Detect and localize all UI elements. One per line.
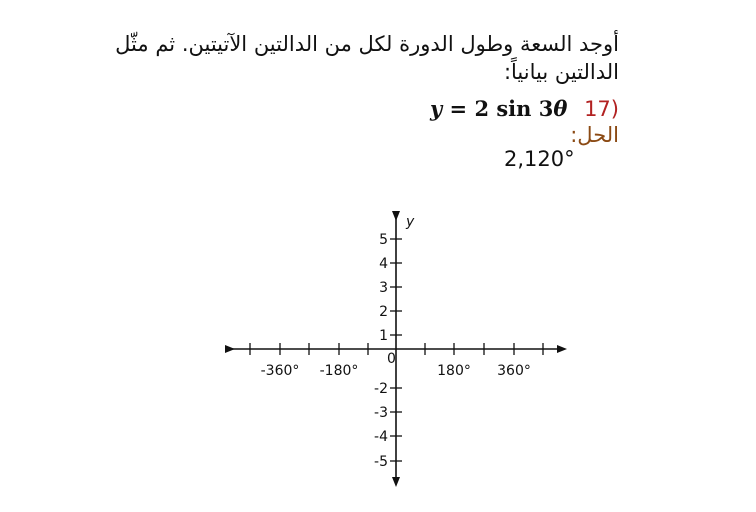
y-label-neg4: -4 <box>374 429 388 445</box>
equation-rhs: = 2 sin 3 <box>449 96 554 121</box>
question-text: أوجد السعة وطول الدورة لكل من الدالتين الآتيتين. ثم مثّل الدالتين بيانياً: <box>115 32 619 84</box>
y-label-neg2: -2 <box>374 381 388 397</box>
x-label-180: 180° <box>437 363 471 379</box>
equation-lhs: y <box>430 96 443 121</box>
solution-answer: 2,120° <box>504 147 575 171</box>
origin-label: 0 <box>387 351 396 367</box>
y-label-3: 3 <box>379 280 388 296</box>
y-label-2: 2 <box>379 304 388 320</box>
y-label-neg5: -5 <box>374 454 388 470</box>
y-label-4: 4 <box>379 256 388 272</box>
x-label-360: 360° <box>497 363 531 379</box>
equation-variable: θ <box>553 96 568 121</box>
problem-number: (17 <box>584 97 619 121</box>
y-label-5: 5 <box>379 232 388 248</box>
y-axis-label: y <box>406 214 415 230</box>
y-label-neg3: -3 <box>374 405 388 421</box>
x-label-neg180: -180° <box>319 363 359 379</box>
solution-label: الحل: <box>570 123 619 147</box>
x-label-neg360: -360° <box>260 363 300 379</box>
y-label-1: 1 <box>379 328 388 344</box>
